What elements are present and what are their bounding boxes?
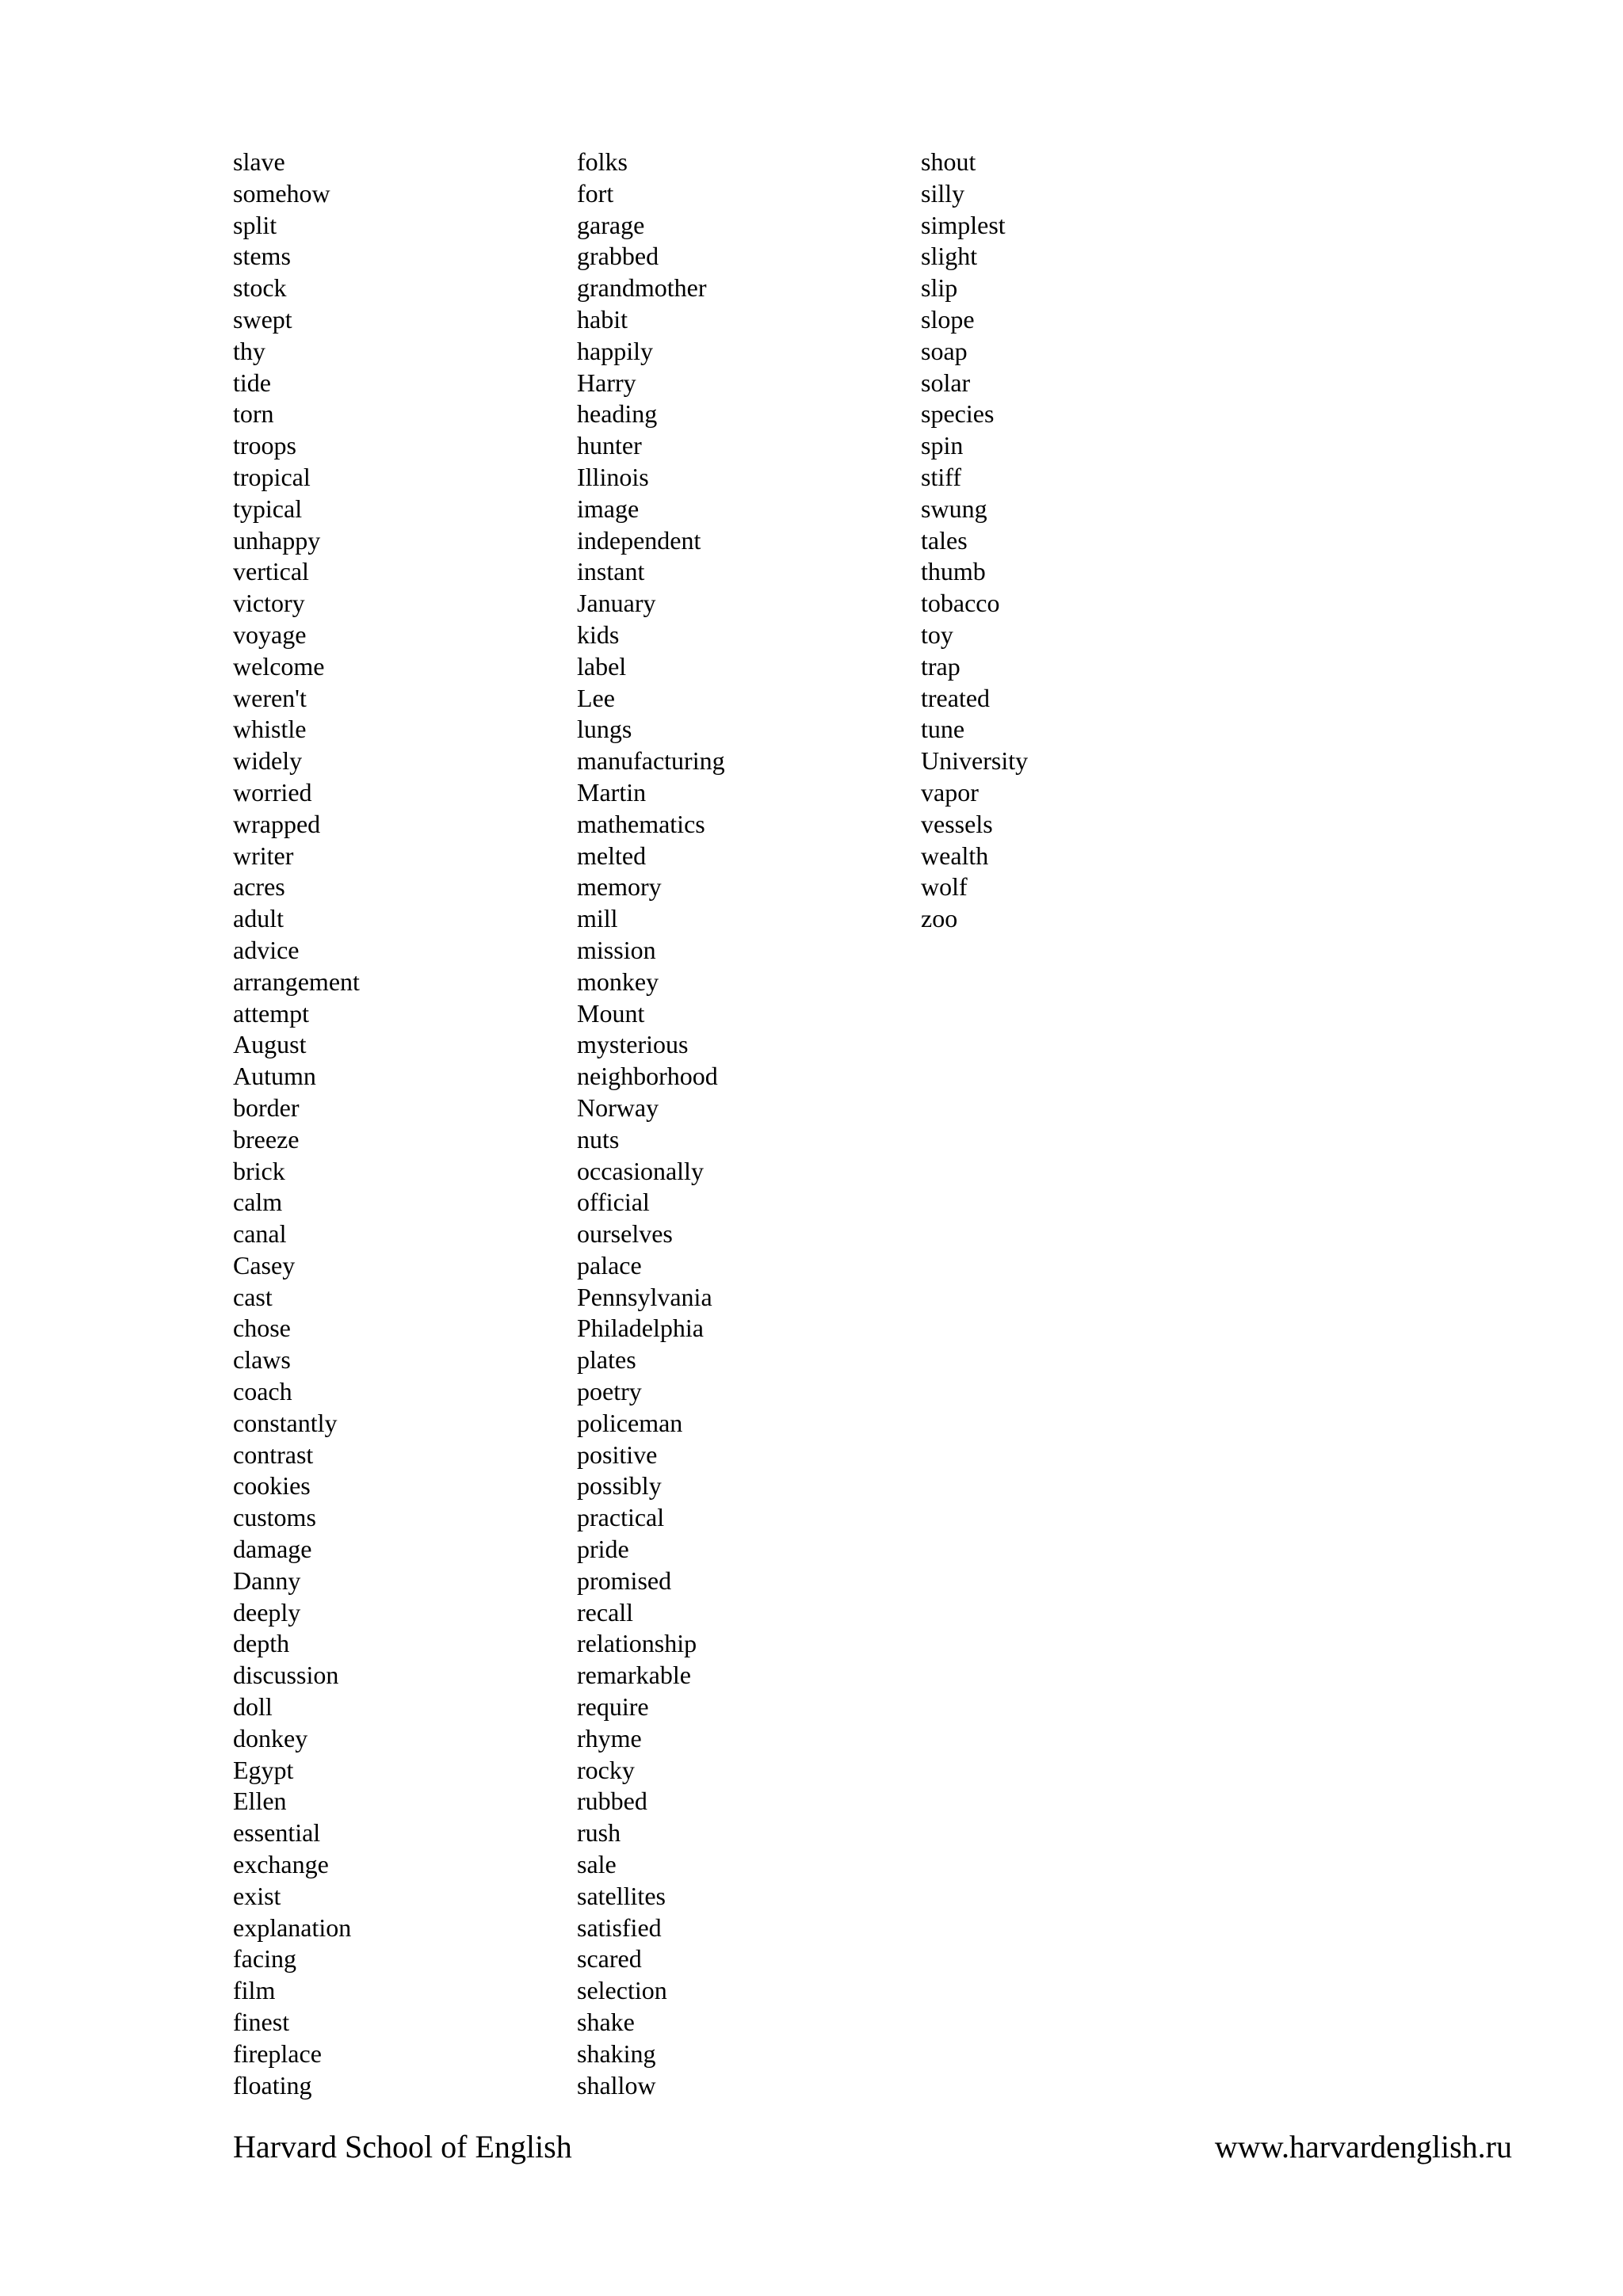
word-item: practical	[577, 1503, 665, 1532]
word-item: tales	[921, 525, 968, 555]
word-item: canal	[233, 1219, 287, 1249]
word-item: monkey	[577, 967, 659, 996]
word-item: film	[233, 1976, 276, 2005]
word-item: depth	[233, 1629, 290, 1658]
word-item: slip	[921, 273, 958, 303]
word-item: hunter	[577, 431, 642, 460]
word-item: vessels	[921, 809, 993, 838]
word-item: brick	[233, 1156, 285, 1185]
word-item: independent	[577, 525, 701, 555]
word-item: image	[577, 494, 640, 523]
word-item: soap	[921, 336, 968, 365]
word-item: torn	[233, 399, 274, 429]
word-item: border	[233, 1093, 300, 1122]
word-item: wealth	[921, 841, 989, 870]
word-item: claws	[233, 1345, 291, 1375]
word-item: ourselves	[577, 1219, 673, 1249]
word-item: split	[233, 210, 277, 239]
word-item: finest	[233, 2008, 290, 2037]
word-item: worried	[233, 777, 312, 807]
word-item: remarkable	[577, 1661, 691, 1690]
word-item: discussion	[233, 1661, 339, 1690]
word-item: somehow	[233, 178, 330, 208]
word-item: toy	[921, 620, 953, 649]
word-item: rubbed	[577, 1787, 647, 1816]
word-item: shake	[577, 2008, 635, 2037]
word-item: melted	[577, 841, 647, 870]
word-item: solar	[921, 368, 971, 397]
word-item: mysterious	[577, 1030, 689, 1059]
word-item: January	[577, 589, 656, 618]
word-item: satellites	[577, 1881, 666, 1910]
word-item: relationship	[577, 1629, 697, 1658]
word-item: Pennsylvania	[577, 1282, 712, 1311]
word-item: plates	[577, 1345, 636, 1375]
word-item: simplest	[921, 210, 1006, 239]
word-item: selection	[577, 1976, 667, 2005]
word-item: rocky	[577, 1755, 635, 1784]
word-item: August	[233, 1030, 307, 1059]
word-item: promised	[577, 1566, 672, 1595]
word-item: shallow	[577, 2070, 656, 2100]
word-item: silly	[921, 178, 965, 208]
word-item: mill	[577, 904, 618, 933]
word-item: exchange	[233, 1850, 329, 1879]
word-item: heading	[577, 399, 658, 429]
word-item: acres	[233, 872, 285, 902]
word-item: vertical	[233, 557, 309, 586]
word-item: lungs	[577, 715, 632, 744]
word-item: explanation	[233, 1913, 352, 1942]
word-item: kids	[577, 620, 620, 649]
word-item: Illinois	[577, 462, 649, 491]
word-item: Danny	[233, 1566, 301, 1595]
word-item: species	[921, 399, 995, 429]
word-item: Philadelphia	[577, 1314, 704, 1343]
word-item: arrangement	[233, 967, 360, 996]
word-item: Harry	[577, 368, 636, 397]
word-item: manufacturing	[577, 746, 725, 776]
word-item: calm	[233, 1188, 283, 1217]
word-item: tropical	[233, 462, 311, 491]
word-item: writer	[233, 841, 294, 870]
word-item: Martin	[577, 777, 647, 807]
word-item: slight	[921, 242, 978, 271]
word-item: floating	[233, 2070, 312, 2100]
word-item: victory	[233, 589, 305, 618]
word-item: tide	[233, 368, 271, 397]
word-item: habit	[577, 304, 628, 334]
word-item: thumb	[921, 557, 986, 586]
word-item: Norway	[577, 1093, 659, 1122]
word-item: exist	[233, 1881, 281, 1910]
word-column-2	[577, 147, 725, 2101]
word-item: require	[577, 1692, 649, 1722]
word-item: shaking	[577, 2039, 656, 2068]
word-item: shout	[921, 147, 976, 176]
word-item: Mount	[577, 998, 645, 1028]
word-item: deeply	[233, 1597, 301, 1627]
word-item: policeman	[577, 1408, 683, 1437]
word-item: recall	[577, 1597, 634, 1627]
word-item: stock	[233, 273, 287, 303]
word-item: pride	[577, 1535, 629, 1564]
word-item: tune	[921, 715, 965, 744]
word-item: spin	[921, 431, 964, 460]
word-item: official	[577, 1188, 650, 1217]
word-column-1	[233, 147, 360, 2101]
word-item: stiff	[921, 462, 961, 491]
word-item: adult	[233, 904, 284, 933]
word-item: advice	[233, 935, 300, 964]
word-item: facing	[233, 1944, 296, 1974]
word-item: attempt	[233, 998, 309, 1028]
word-item: typical	[233, 494, 303, 523]
word-item: treated	[921, 683, 991, 712]
word-item: palace	[577, 1250, 642, 1280]
word-item: garage	[577, 210, 645, 239]
word-item: scared	[577, 1944, 642, 1974]
word-item: widely	[233, 746, 303, 776]
word-item: slope	[921, 304, 975, 334]
footer-website: www.harvardenglish.ru	[1214, 2129, 1512, 2164]
word-item: zoo	[921, 904, 958, 933]
word-item: swept	[233, 304, 292, 334]
word-item: thy	[233, 336, 265, 365]
word-item: mathematics	[577, 809, 705, 838]
word-item: Ellen	[233, 1787, 287, 1816]
word-item: tobacco	[921, 589, 1000, 618]
word-item: cookies	[233, 1471, 311, 1501]
word-item: possibly	[577, 1471, 662, 1501]
word-item: fort	[577, 178, 614, 208]
word-item: cast	[233, 1282, 273, 1311]
word-item: essential	[233, 1818, 321, 1848]
word-item: voyage	[233, 620, 307, 649]
word-item: memory	[577, 872, 662, 902]
word-item: Autumn	[233, 1062, 316, 1091]
word-item: weren't	[233, 683, 307, 712]
word-item: damage	[233, 1535, 312, 1564]
word-item: rhyme	[577, 1723, 642, 1753]
word-item: positive	[577, 1440, 658, 1469]
word-item: donkey	[233, 1723, 308, 1753]
word-item: grabbed	[577, 242, 659, 271]
word-item: unhappy	[233, 525, 321, 555]
word-item: customs	[233, 1503, 316, 1532]
word-item: welcome	[233, 651, 325, 681]
word-item: slave	[233, 147, 285, 176]
word-item: wolf	[921, 872, 968, 902]
word-item: mission	[577, 935, 656, 964]
word-item: nuts	[577, 1124, 620, 1154]
word-item: happily	[577, 336, 653, 365]
word-item: sale	[577, 1850, 617, 1879]
word-item: grandmother	[577, 273, 707, 303]
word-item: whistle	[233, 715, 307, 744]
word-item: contrast	[233, 1440, 314, 1469]
word-item: constantly	[233, 1408, 338, 1437]
word-item: label	[577, 651, 627, 681]
word-item: troops	[233, 431, 296, 460]
word-item: Egypt	[233, 1755, 294, 1784]
word-item: wrapped	[233, 809, 321, 838]
word-item: fireplace	[233, 2039, 322, 2068]
word-item: trap	[921, 651, 960, 681]
word-item: Casey	[233, 1250, 296, 1280]
word-item: folks	[577, 147, 628, 176]
word-item: Lee	[577, 683, 615, 712]
footer-school-name: Harvard School of English	[233, 2129, 572, 2164]
word-item: rush	[577, 1818, 621, 1848]
word-item: swung	[921, 494, 987, 523]
word-item: doll	[233, 1692, 273, 1722]
word-item: chose	[233, 1314, 291, 1343]
word-item: University	[921, 746, 1029, 776]
word-item: vapor	[921, 777, 979, 807]
word-item: coach	[233, 1377, 292, 1406]
word-column-3	[921, 147, 1028, 935]
word-item: instant	[577, 557, 645, 586]
word-item: satisfied	[577, 1913, 662, 1942]
word-item: poetry	[577, 1377, 642, 1406]
word-item: stems	[233, 242, 291, 271]
word-item: breeze	[233, 1124, 300, 1154]
word-item: neighborhood	[577, 1062, 718, 1091]
word-item: occasionally	[577, 1156, 704, 1185]
